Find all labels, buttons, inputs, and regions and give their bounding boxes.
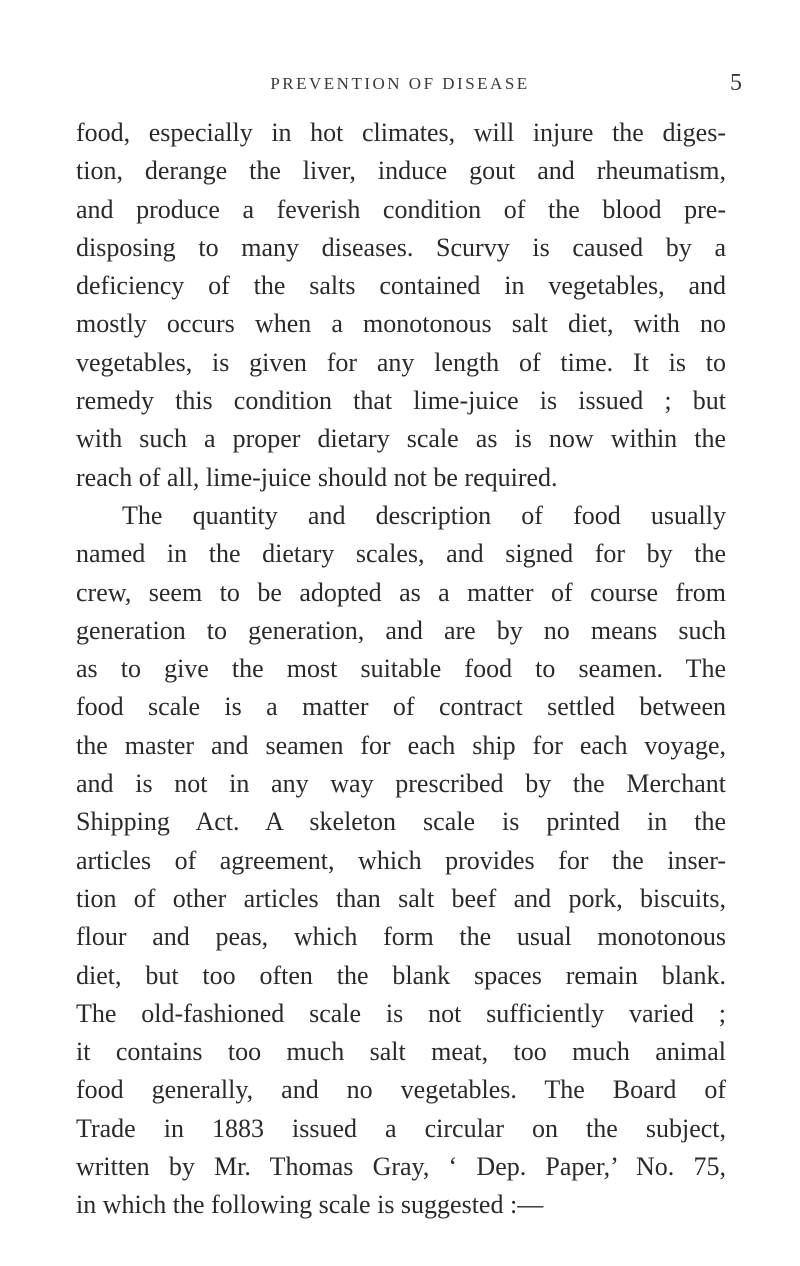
text-line: crew, seem to be adopted as a matter of course from	[76, 577, 726, 607]
text-line: deficiency of the salts contained in vegetables, and	[76, 271, 726, 301]
text-line: the master and seamen for each ship for each voyage,	[76, 730, 726, 760]
text-line: and is not in any way prescribed by the Merchant	[76, 769, 726, 799]
text-line: flour and peas, which form the usual monotonous	[76, 922, 726, 952]
text-line: written by Mr. Thomas Gray, ‘ Dep. Paper,’ No. 75,	[76, 1152, 726, 1182]
paragraph-end-line: reach of all, lime-juice should not be required.	[76, 462, 558, 492]
text-line: tion of other articles than salt beef and pork, biscuits,	[76, 883, 726, 913]
text-line: in which the following scale is suggested :—	[76, 1190, 544, 1220]
text-line: remedy this condition that lime-juice is issued ; but	[76, 386, 726, 416]
text-line: Trade in 1883 issued a circular on the subject,	[76, 1113, 726, 1143]
text-line: food generally, and no vegetables. The Board of	[76, 1075, 726, 1105]
text-line: The old-fashioned scale is not sufficiently varied ;	[76, 998, 726, 1028]
body-text	[76, 114, 726, 1225]
text-line: disposing to many diseases. Scurvy is caused by a	[76, 232, 726, 262]
text-line: diet, but too often the blank spaces remain blank.	[76, 960, 726, 990]
text-line: as to give the most suitable food to seamen. The	[76, 654, 726, 684]
text-line: tion, derange the liver, induce gout and rheumatism,	[76, 156, 726, 186]
page-number: 5	[730, 70, 742, 96]
running-title: PREVENTION OF DISEASE	[270, 74, 530, 93]
running-head	[0, 72, 800, 102]
text-line: Shipping Act. A skeleton scale is printed in the	[76, 807, 726, 837]
paragraph-start-line: The quantity and description of food usually	[122, 500, 726, 530]
text-line: articles of agreement, which provides for the inser-	[76, 845, 726, 875]
text-line: with such a proper dietary scale as is now within the	[76, 424, 726, 454]
text-line: it contains too much salt meat, too much animal	[76, 1037, 726, 1067]
text-line: and produce a feverish condition of the blood pre-	[76, 194, 726, 224]
text-line: food, especially in hot climates, will injure the diges-	[76, 118, 726, 147]
text-line: food scale is a matter of contract settled between	[76, 692, 726, 722]
text-line: generation to generation, and are by no means such	[76, 615, 726, 645]
text-line: named in the dietary scales, and signed for by the	[76, 539, 726, 569]
text-line: vegetables, is given for any length of time. It is to	[76, 347, 726, 377]
text-line: mostly occurs when a monotonous salt diet, with no	[76, 309, 726, 339]
